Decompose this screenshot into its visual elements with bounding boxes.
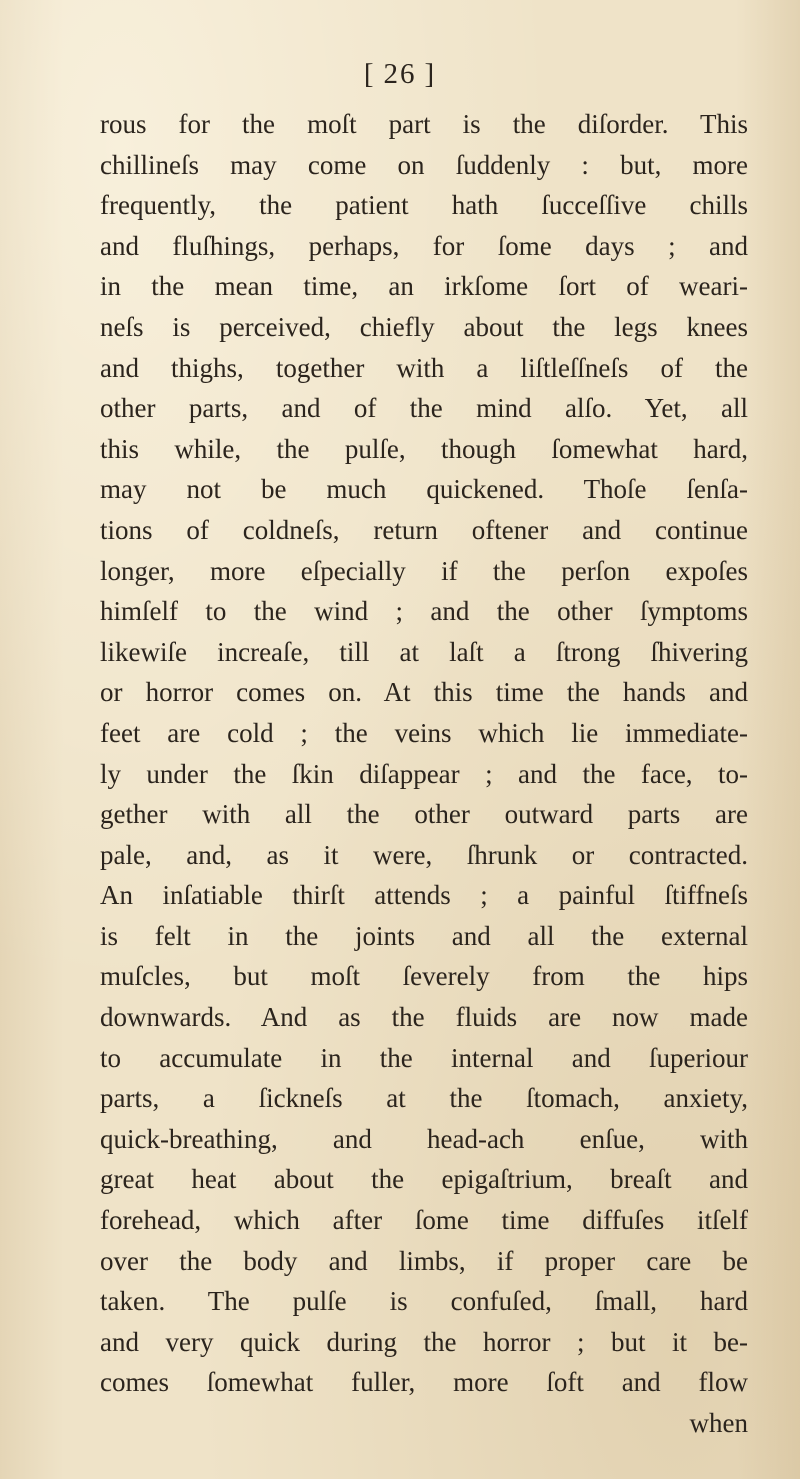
text-line: likewiſe increaſe, till at laſt a ſtrong ſhivering [100,636,748,667]
text-line: chillineſs may come on ſuddenly : but, more [100,149,748,180]
text-line: feet are cold ; the veins which lie immediate- [100,717,748,748]
text-line: in the mean time, an irkſome ſort of weari- [100,271,748,302]
body-text [100,104,748,1444]
text-line: neſs is perceived, chiefly about the legs knees [100,311,748,342]
text-line: pale, and, as it were, ſhrunk or contracted. [100,839,748,870]
text-line: and fluſhings, perhaps, for ſome days ; and [100,230,748,261]
text-line: forehead, which after ſome time diffuſes itſelf [100,1205,748,1236]
text-line: rous for the moſt part is the diſorder. This [100,109,748,139]
text-line: this while, the pulſe, though ſomewhat hard, [100,433,748,464]
text-line: quick-breathing, and head-ach enſue, with [100,1123,748,1154]
text-line: downwards. And as the fluids are now made [100,1002,748,1033]
text-line: parts, a ſickneſs at the ſtomach, anxiety, [100,1083,748,1114]
text-line: is felt in the joints and all the external [100,920,748,951]
text-line: great heat about the epigaſtrium, breaſt and [100,1164,748,1195]
header-bracket-close: ] [424,58,437,90]
text-line: over the body and limbs, if proper care be [100,1245,748,1276]
text-line: frequently, the patient hath ſucceſſive chills [100,190,748,221]
text-line: to accumulate in the internal and ſuperiour [100,1042,748,1073]
text-line: muſcles, but moſt ſeverely from the hips [100,961,748,992]
text-line: other parts, and of the mind alſo. Yet, all [100,393,748,424]
text-line: ly under the ſkin diſappear ; and the face, to- [100,758,748,789]
text-line: An inſatiable thirſt attends ; a painful ſtiffneſs [100,880,748,911]
text-line: longer, more eſpecially if the perſon expoſes [100,555,748,586]
text-line: tions of coldneſs, return oftener and continue [100,514,748,545]
header-bracket-open: [ [363,58,376,90]
text-line: and thighs, together with a liſtleſſneſs of the [100,352,748,383]
text-line: taken. The pulſe is confuſed, ſmall, hard [100,1286,748,1317]
text-line: comes ſomewhat fuller, more ſoft and flow [100,1367,748,1398]
page-header [0,58,800,91]
text-line: or horror comes on. At this time the hands and [100,677,748,708]
text-line: gether with all the other outward parts are [100,799,748,830]
text-line: may not be much quickened. Thoſe ſenſa- [100,474,748,505]
text-line: and very quick during the horror ; but it be- [100,1326,748,1357]
page-number: 26 [383,58,417,90]
text-line: himſelf to the wind ; and the other ſymptoms [100,596,748,627]
catchword: when [689,1408,748,1438]
